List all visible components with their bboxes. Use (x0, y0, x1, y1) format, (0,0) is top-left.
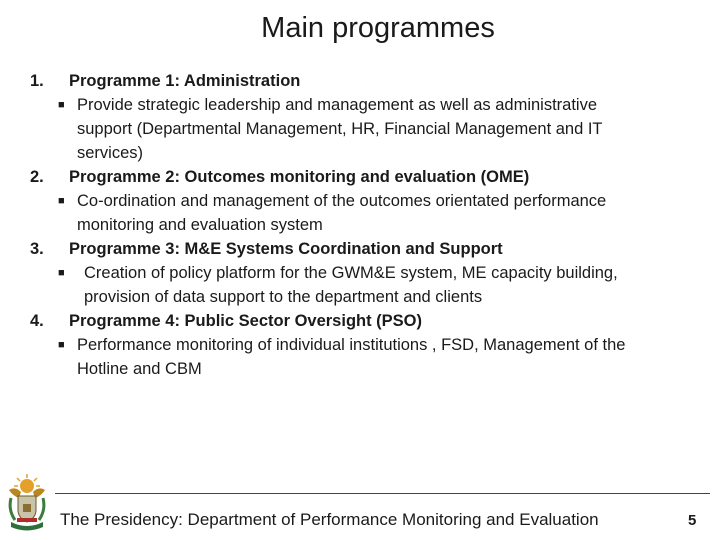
square-bullet-icon: ■ (58, 99, 65, 111)
programme-heading (30, 165, 705, 189)
square-bullet-icon: ■ (58, 267, 65, 279)
programme-description (30, 93, 705, 165)
description-line: provision of data support to the department and clients (84, 288, 483, 306)
square-bullet-icon: ■ (58, 195, 65, 207)
description-line: Hotline and CBM (77, 360, 202, 378)
description-line: Creation of policy platform for the GWM&E system, ME capacity building, (84, 264, 618, 282)
programme-name: Programme 1: Administration (69, 72, 301, 90)
programme-heading (30, 237, 705, 261)
programme-name: Programme 2: Outcomes monitoring and evaluation (OME) (69, 168, 530, 186)
description-line: Provide strategic leadership and management as well as administrative (77, 96, 598, 114)
footer-divider (55, 493, 710, 494)
programme-heading (30, 69, 705, 93)
description-line: services) (77, 144, 144, 162)
programme-list (30, 69, 705, 381)
description-line: Performance monitoring of individual institutions , FSD, Management of the (77, 336, 626, 354)
square-bullet-icon: ■ (58, 339, 65, 351)
programme-number: 3. (30, 240, 44, 258)
description-line: monitoring and evaluation system (77, 216, 323, 234)
programme-name: Programme 4: Public Sector Oversight (PSO) (69, 312, 423, 330)
programme-heading (30, 309, 705, 333)
programme-number: 4. (30, 312, 44, 330)
coat-of-arms-icon (3, 472, 51, 534)
programme-description (30, 189, 705, 237)
programme-name: Programme 3: M&E Systems Coordination and Support (69, 240, 503, 258)
programme-number: 1. (30, 72, 44, 90)
description-line: Co-ordination and management of the outcomes orientated performance (77, 192, 607, 210)
description-line: support (Departmental Management, HR, Financial Management and IT (77, 120, 603, 138)
footer-department-name: The Presidency: Department of Performance Monitoring and Evaluation (60, 510, 599, 529)
page-number: 5 (688, 512, 697, 529)
programme-number: 2. (30, 168, 44, 186)
programme-description (30, 333, 705, 381)
programme-description (30, 261, 705, 309)
slide-title: Main programmes (261, 12, 495, 44)
